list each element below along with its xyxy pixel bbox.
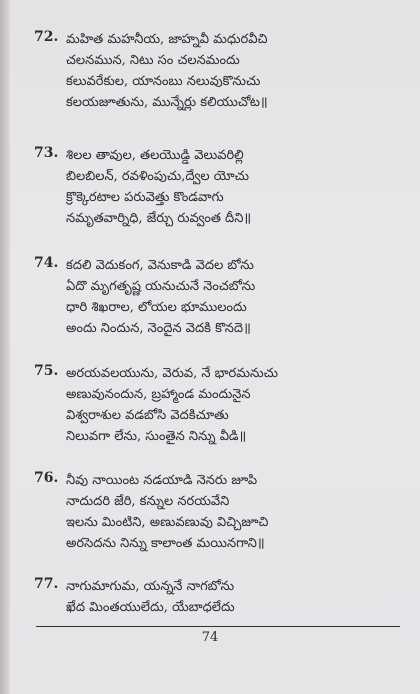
stanza-lines — [66, 145, 406, 229]
stanza-lines — [66, 255, 406, 339]
stanza-lines — [66, 576, 406, 618]
page-number: 74 — [201, 630, 219, 645]
page-binding-shadow — [0, 0, 10, 694]
verse-line: విశ్వరాశుల వడబోసి వెదకిచూతు — [66, 408, 229, 423]
verse-line: శిలల తావుల, తలయొడ్డి వెలువరిల్లి — [66, 148, 244, 163]
stanza-number: 76. — [34, 470, 59, 486]
footer-rule — [36, 626, 400, 627]
verse-line: కలయజూతును, మున్నేర్లు కలియుచోట॥ — [66, 95, 268, 110]
stanza-number: 74. — [34, 255, 59, 271]
verse-line: అందు నిందున, నెందైన వెదకి కొనదె॥ — [66, 321, 251, 336]
verse-line: బిలబిలన్, రవళింపుచు,ద్వేల యోచు — [66, 169, 250, 184]
stanza-number: 75. — [34, 363, 59, 379]
verse-line: క్రొక్కెరటాల పరువెత్తు కొండవాగు — [66, 190, 224, 205]
stanza-number: 72. — [34, 29, 59, 45]
verse-line: చలనమున, నిటు సం చలనమందు — [66, 53, 240, 68]
verse-line: అణువునందున, బ్రహ్మాండ మందునైన — [66, 387, 251, 402]
verse-line: ధారి శిఖరాల, లోయల భూములందు — [66, 300, 247, 315]
verse-line: మహిత మహనీయ, జాహ్నవీ మధురవీచి — [66, 32, 268, 47]
verse-line: అరసెదను నిన్ను కాలాంత మయినగాని॥ — [66, 536, 265, 551]
verse-line: అరయవలయును, వెరువ, నే భారమనుచు — [66, 366, 279, 381]
stanza-number: 77. — [34, 576, 59, 592]
stanza-lines — [66, 363, 406, 447]
verse-line: నమృతవార్నిధి, జేర్చు రువ్వంత దీని॥ — [66, 211, 252, 226]
verse-line: నాదుదరి జేరి, కన్నుల నరయవేని — [66, 494, 230, 509]
stanza-lines — [66, 29, 406, 113]
verse-line: కదలి వెదుకంగ, వెనుకాడి వెదల బోను — [66, 258, 254, 273]
verse-line: ఖేద మింతయులేదు, యేబాధలేదు — [66, 600, 235, 615]
verse-line: నిలువగా లేను, సుంతైన నిన్ను వీడి॥ — [66, 429, 247, 444]
stanza-lines — [66, 470, 406, 554]
verse-line: నాగుమాగుమ, యన్ననే నాగబోను — [66, 579, 235, 594]
verse-line: ఇలను మింటిని, అణువణువు విచ్చిజూచి — [66, 515, 269, 530]
verse-line: నీవు నాయింట నడయాడి నెనరు జూపి — [66, 473, 258, 488]
stanza-number: 73. — [34, 145, 59, 161]
verse-line: కలువరేకుల, యానంబు నలువుకొనుచు — [66, 74, 261, 89]
verse-line: ఏదొ మృగతృష్ణ యనుచునే నెంచబోను — [66, 279, 256, 294]
